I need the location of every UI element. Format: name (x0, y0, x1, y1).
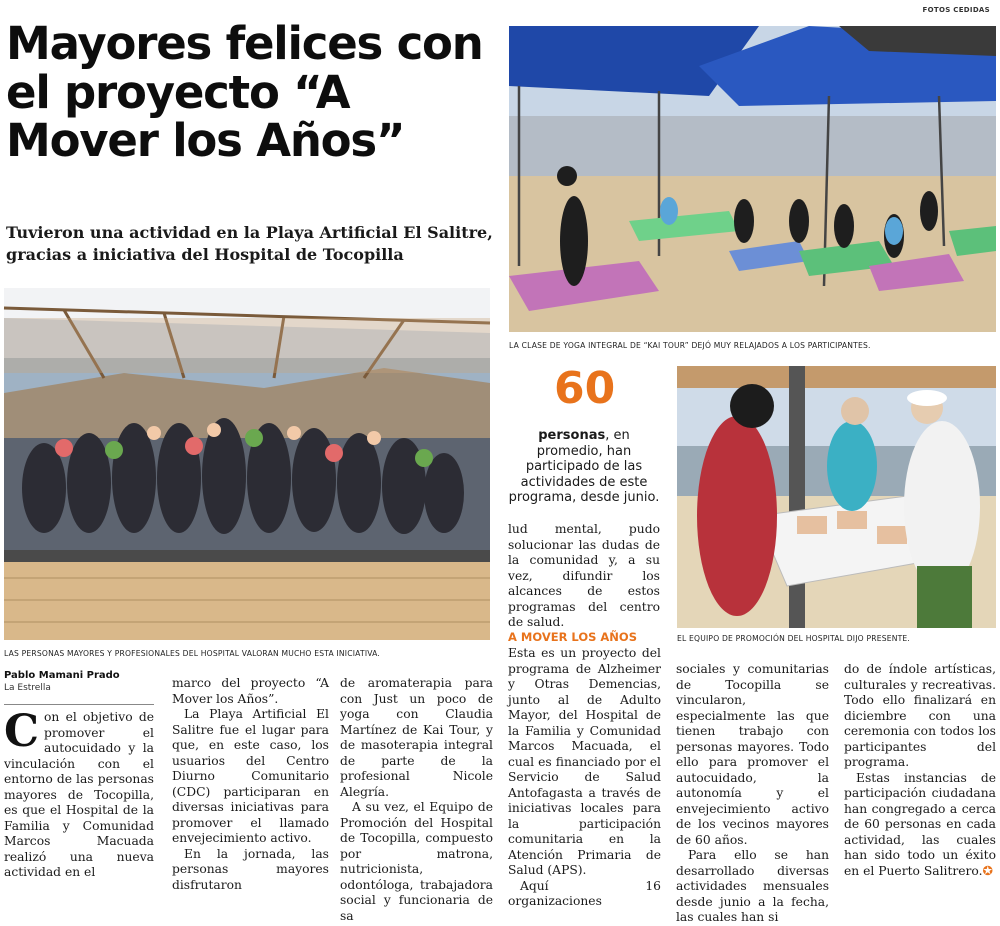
pull-quote-number: 60 (554, 363, 616, 414)
caption-promo-photo: EL EQUIPO DE PROMOCIÓN DEL HOSPITAL DIJO PRESENTE. (677, 634, 911, 643)
section-heading: A MOVER LOS AÑOS (508, 630, 637, 644)
byline-rule (4, 704, 154, 705)
yoga-photo (509, 26, 996, 332)
body-column-4 (508, 646, 661, 910)
col2-paragraph-2: La Playa Artificial El Salitre fue el lugar para que, en este caso, los usuarios del Centro Diurno Comunitario (CDC) participaran en diversas iniciativas para promover el llamado envejecimiento activo. (172, 707, 329, 845)
caption-group-photo: LAS PERSONAS MAYORES Y PROFESIONALES DEL HOSPITAL VALORAN MUCHO ESTA INICIATIVA. (4, 649, 381, 658)
headline: Mayores felices con el proyecto “A Mover los Años” (6, 17, 483, 168)
col5-paragraph-2: Para ello se han desarrollado diversas actividades mensuales desde junio a la fecha, las cuales han si (676, 848, 829, 924)
end-mark-icon: ✪ (982, 863, 993, 878)
body-column-3 (340, 676, 493, 924)
col4-paragraph-1: Esta es un proyecto del programa de Alzheimer y Otras Demencias, junto al de Adulto Mayor, del Hospital de la Familia y Comunidad Marcos Macuada, el cual es financiado por el Servicio de Salud Antofagasta a través de iniciativas locales para la participación comunitaria en la Atención Primaria de Salud (APS). (508, 646, 661, 877)
pull-quote-text: , en promedio, han participado de las actividades de este programa, desde junio. (508, 428, 660, 505)
body-column-6 (844, 662, 996, 879)
subheadline: Tuvieron una actividad en la Playa Artificial El Salitre, gracias a iniciativa del Hospital de Tocopilla (6, 223, 493, 264)
col4-paragraph-2: Aquí 16 organizaciones (508, 878, 661, 908)
body-column-1 (4, 706, 154, 881)
byline-author: Pablo Mamani Prado (4, 670, 120, 681)
body-column-3-top (508, 522, 660, 631)
col2-paragraph-1: marco del proyecto “A Mover los Años”. (172, 676, 329, 706)
col6-paragraph-1: do de índole artísticas, culturales y recreativas. Todo ello finalizará en diciembre con una ceremonia con todos los participantes del programa. (844, 662, 996, 769)
drop-cap: C (4, 706, 40, 757)
col1-paragraph-1: on el objetivo de promover el autocuidado y la vinculación con el entorno de las personas mayores de Tocopilla, es que el Hospital de la Familia y Comunidad Marcos Macuada realizó una nueva actividad en el (4, 710, 154, 879)
col6-paragraph-2: Estas instancias de participación ciudadana han congregado a cerca de 60 personas en cada actividad, las cuales han sido todo un éxito en el Puerto Salitrero. (844, 770, 996, 878)
col3-top-paragraph-1: lud mental, pudo solucionar las dudas de la comunidad y, a su vez, difundir los alcances de estos programas del centro de salud. (508, 522, 660, 629)
col3-paragraph-2: A su vez, el Equipo de Promoción del Hospital de Tocopilla, compuesto por matrona, nutricionista, odontóloga, trabajadora social y funcionaria de sa (340, 800, 493, 923)
group-photo (4, 288, 490, 640)
byline-outlet: La Estrella (4, 683, 51, 693)
body-column-5 (676, 662, 829, 926)
col2-paragraph-3: En la jornada, las personas mayores disfrutaron (172, 846, 329, 892)
caption-yoga-photo: LA CLASE DE YOGA INTEGRAL DE “KAI TOUR” DEJÓ MUY RELAJADOS A LOS PARTICIPANTES. (509, 341, 871, 350)
promo-photo (677, 366, 996, 628)
pull-quote-bold: personas (538, 428, 606, 443)
pull-quote (508, 428, 660, 506)
photo-credit: FOTOS CEDIDAS (922, 6, 990, 14)
body-column-2 (172, 676, 329, 893)
col5-paragraph-1: sociales y comunitarias de Tocopilla se vincularon, especialmente las que tienen trabajo con personas mayores. Todo ello para promover el autocuidado, la autonomía y el envejecimiento activo de los vecinos mayores de 60 años. (676, 662, 829, 847)
col3-paragraph-1: de aromaterapia para con Just un poco de yoga con Claudia Martínez de Kai Tour, y de masoterapia integral de parte de la profesional Nicole Alegría. (340, 676, 493, 799)
